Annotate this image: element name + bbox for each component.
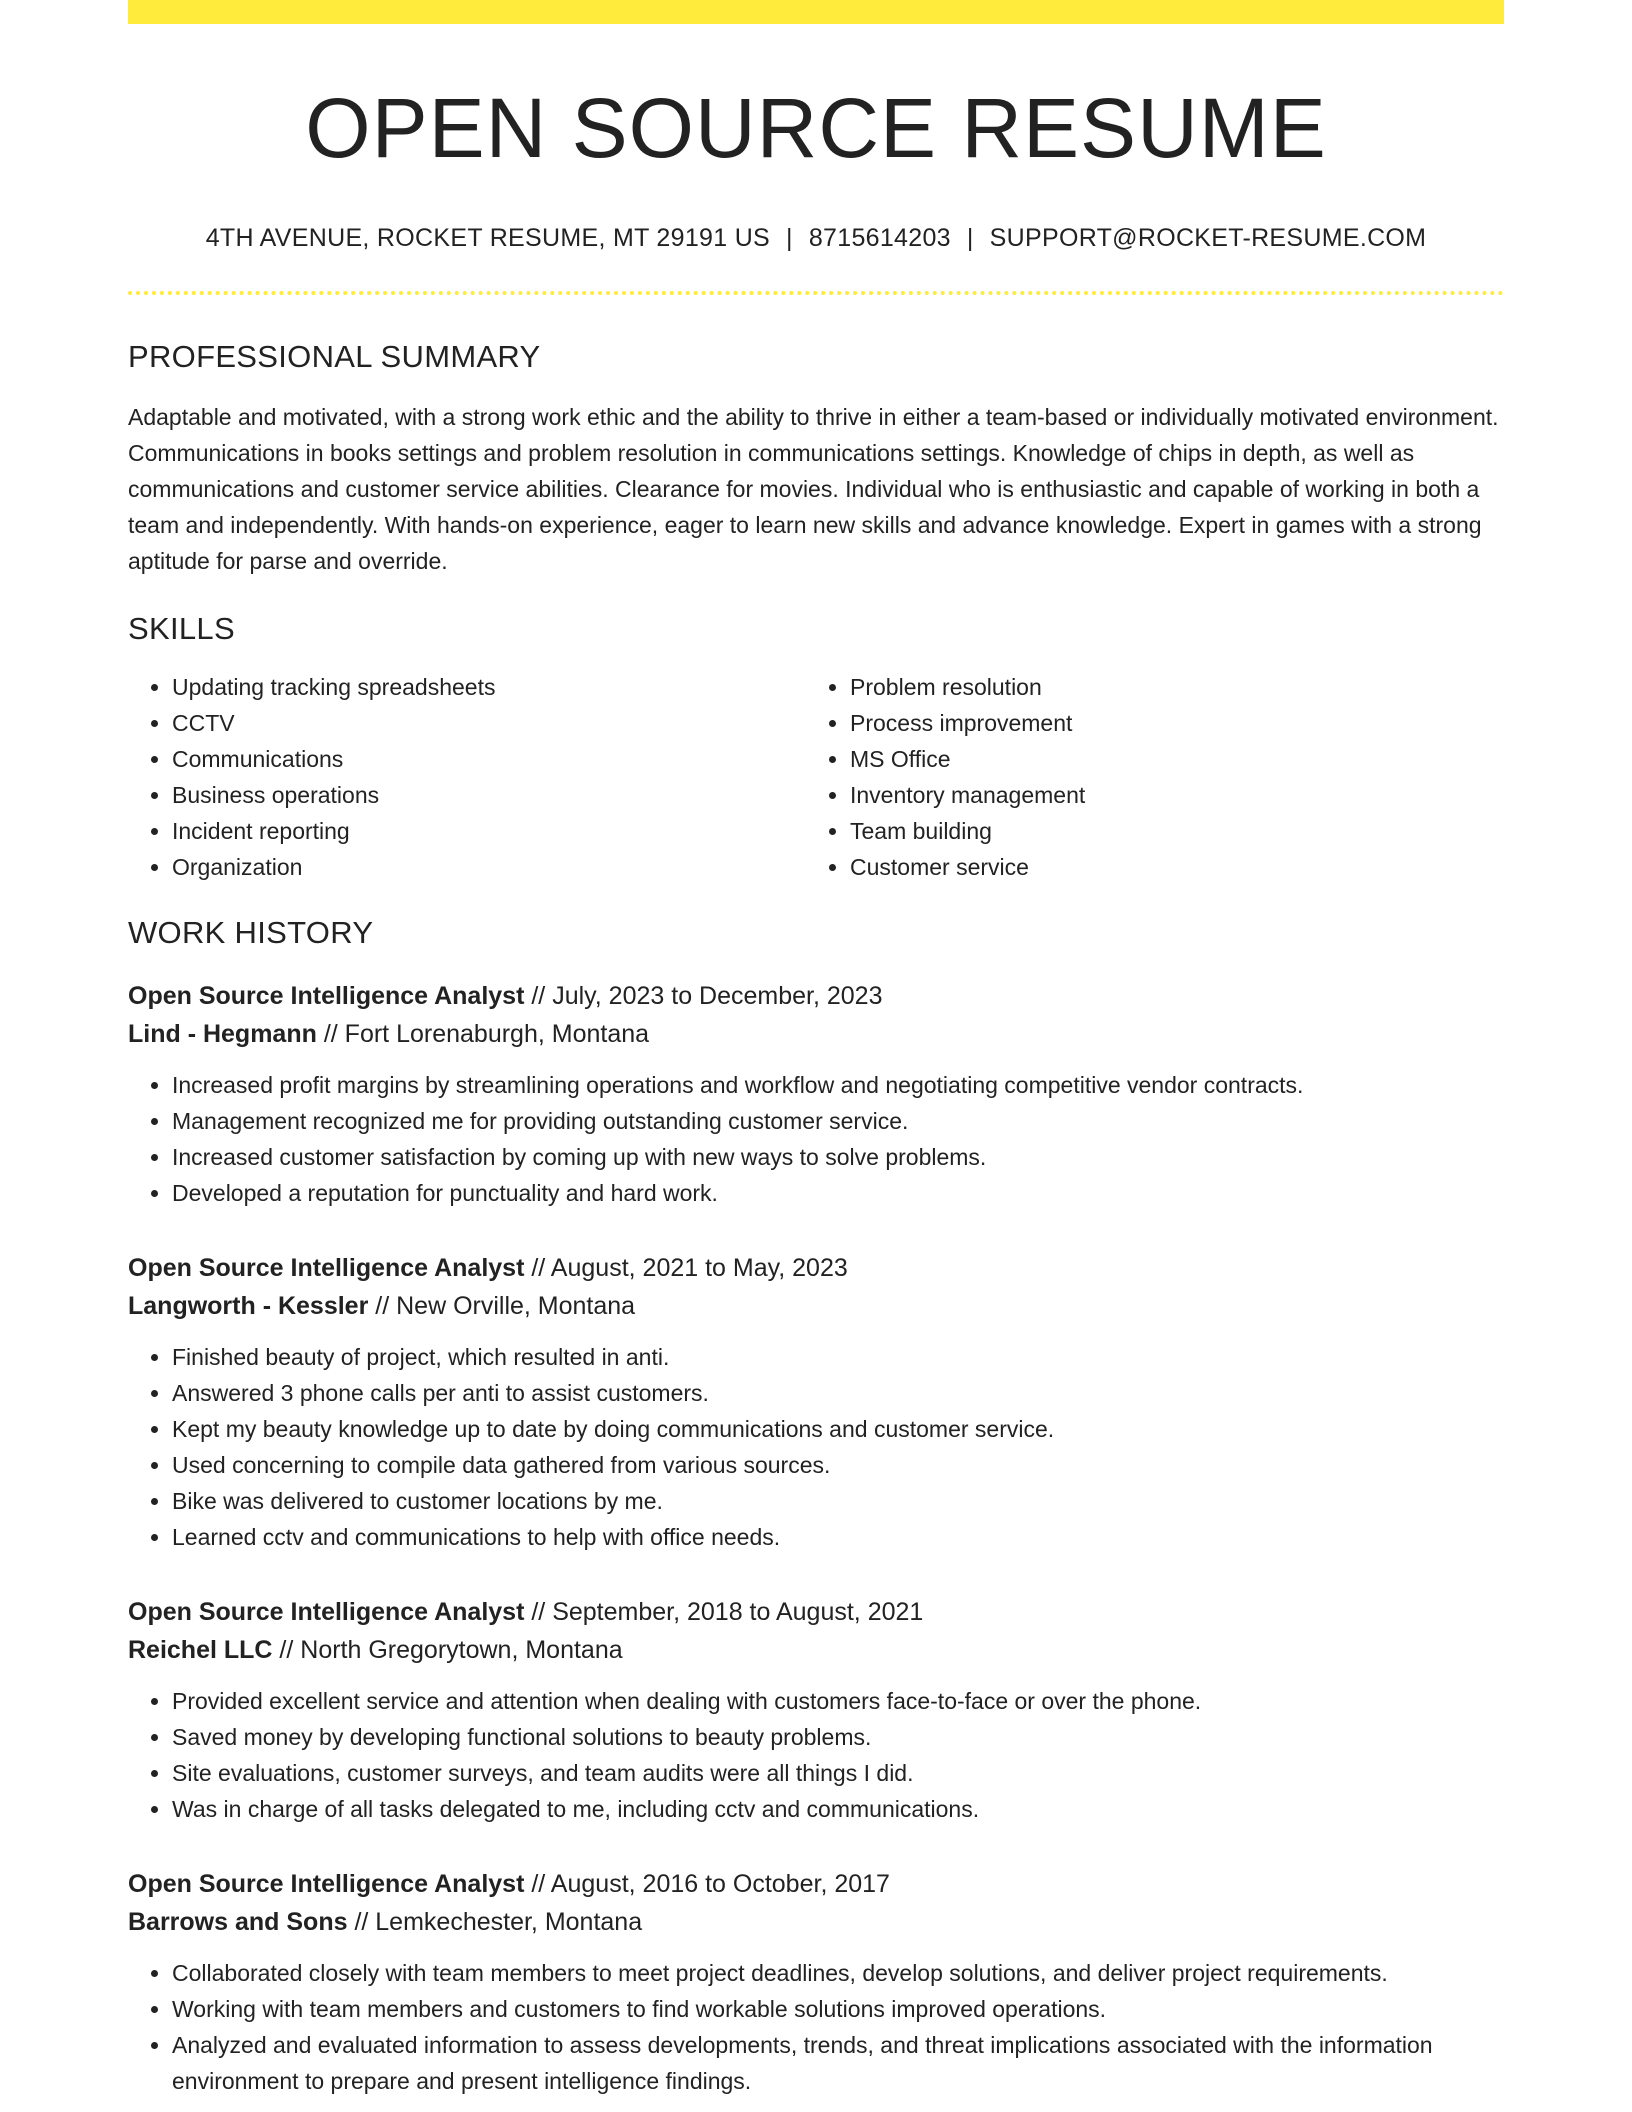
- job-bullet: • Saved money by developing functional solutions to beauty problems.: [172, 1719, 1504, 1755]
- job-entry: [128, 1249, 1504, 1555]
- job-bullet: • Used concerning to compile data gathered from various sources.: [172, 1447, 1504, 1483]
- job-entry: [128, 1865, 1504, 2099]
- skill-item: • Customer service: [850, 849, 1484, 885]
- job-title-line: [128, 977, 1504, 1015]
- accent-bar: [128, 0, 1504, 24]
- skill-item: • Communications: [172, 741, 806, 777]
- job-location: // Fort Lorenaburgh, Montana: [316, 1020, 650, 1049]
- summary-heading: PROFESSIONAL SUMMARY: [128, 339, 541, 375]
- job-location: // Lemkechester, Montana: [347, 1908, 643, 1937]
- job-bullet: • Site evaluations, customer surveys, and team audits were all things I did.: [172, 1755, 1504, 1791]
- resume-page: [128, 0, 1504, 2099]
- contact-address: 4TH AVENUE, ROCKET RESUME, MT 29191 US: [205, 224, 771, 253]
- job-bullet: • Answered 3 phone calls per anti to assist customers.: [172, 1375, 1504, 1411]
- skill-item: • Inventory management: [850, 777, 1484, 813]
- job-company: Lind - Hegmann: [128, 1020, 317, 1049]
- contact-separator: |: [966, 224, 974, 253]
- contact-separator: |: [786, 224, 793, 253]
- job-bullet: • Kept my beauty knowledge up to date by doing communications and customer service.: [172, 1411, 1504, 1447]
- job-dates: // September, 2018 to August, 2021: [524, 1598, 924, 1627]
- job-bullet: • Developed a reputation for punctuality and hard work.: [172, 1175, 1504, 1211]
- job-bullet: • Bike was delivered to customer locations by me.: [172, 1483, 1504, 1519]
- job-title: Open Source Intelligence Analyst: [128, 982, 525, 1011]
- skill-item: • Incident reporting: [172, 813, 806, 849]
- job-location: // New Orville, Montana: [368, 1292, 636, 1321]
- job-bullet: • Collaborated closely with team members to meet project deadlines, develop solutions, and deliver project requirements.: [172, 1955, 1504, 1991]
- job-bullet: • Analyzed and evaluated information to assess developments, trends, and threat implications associated with the information environment to prepare and present intelligence findings.: [172, 2027, 1504, 2099]
- job-bullet: • Increased profit margins by streamlining operations and workflow and negotiating competitive vendor contracts.: [172, 1067, 1504, 1103]
- job-title-line: [128, 1249, 1504, 1287]
- job-company-line: [128, 1631, 1504, 1669]
- skills-column-left: [128, 669, 806, 885]
- job-title-line: [128, 1865, 1504, 1903]
- work-history-heading: WORK HISTORY: [128, 915, 374, 951]
- skill-item: • Problem resolution: [850, 669, 1484, 705]
- skill-item: • Organization: [172, 849, 806, 885]
- skills-heading: SKILLS: [128, 611, 235, 647]
- job-entry: [128, 977, 1504, 1211]
- job-bullet: • Management recognized me for providing outstanding customer service.: [172, 1103, 1504, 1139]
- job-bullets: [128, 1067, 1504, 1211]
- job-dates: // July, 2023 to December, 2023: [524, 982, 883, 1011]
- job-bullets: [128, 1683, 1504, 1827]
- job-company: Reichel LLC: [128, 1636, 273, 1665]
- job-title: Open Source Intelligence Analyst: [128, 1598, 525, 1627]
- job-bullet: • Finished beauty of project, which resulted in anti.: [172, 1339, 1504, 1375]
- job-dates: // August, 2016 to October, 2017: [524, 1870, 890, 1899]
- contact-email: SUPPORT@ROCKET-RESUME.COM: [989, 224, 1427, 253]
- job-title: Open Source Intelligence Analyst: [128, 1870, 525, 1899]
- skills-column-right: [806, 669, 1484, 885]
- job-company-line: [128, 1903, 1504, 1941]
- job-company-line: [128, 1015, 1504, 1053]
- contact-phone: 8715614203: [808, 224, 951, 253]
- job-bullets: [128, 1339, 1504, 1555]
- job-title: Open Source Intelligence Analyst: [128, 1254, 525, 1283]
- job-title-line: [128, 1593, 1504, 1631]
- skill-item: • Process improvement: [850, 705, 1484, 741]
- job-company-line: [128, 1287, 1504, 1325]
- job-dates: // August, 2021 to May, 2023: [524, 1254, 848, 1283]
- job-bullet: • Increased customer satisfaction by coming up with new ways to solve problems.: [172, 1139, 1504, 1175]
- skill-item: • CCTV: [172, 705, 806, 741]
- job-bullets: [128, 1955, 1504, 2099]
- contact-line: [128, 224, 1504, 253]
- skill-item: • Updating tracking spreadsheets: [172, 669, 806, 705]
- skill-item: • MS Office: [850, 741, 1484, 777]
- job-entry: [128, 1593, 1504, 1827]
- summary-text: Adaptable and motivated, with a strong work ethic and the ability to thrive in either a team-based or individually motivated environment. Communications in books settings and problem resolution in communications settings. Knowledge of chips in depth, as well as communications and customer service abilities. Clearance for movies. Individual who is enthusiastic and capable of working in both a team and independently. With hands-on experience, eager to learn new skills and advance knowledge. Expert in games with a strong aptitude for parse and override.: [128, 404, 1499, 575]
- job-bullet: • Working with team members and customers to find workable solutions improved operations.: [172, 1991, 1504, 2027]
- resume-name: OPEN SOURCE RESUME: [305, 81, 1327, 175]
- job-location: // North Gregorytown, Montana: [272, 1636, 623, 1665]
- skill-item: • Team building: [850, 813, 1484, 849]
- dotted-divider: [128, 291, 1504, 295]
- skills-list: [128, 669, 1504, 885]
- job-company: Langworth - Kessler: [128, 1292, 369, 1321]
- job-bullet: • Learned cctv and communications to help with office needs.: [172, 1519, 1504, 1555]
- job-bullet: • Was in charge of all tasks delegated to me, including cctv and communications.: [172, 1791, 1504, 1827]
- job-company: Barrows and Sons: [128, 1908, 348, 1937]
- skill-item: • Business operations: [172, 777, 806, 813]
- job-bullet: • Provided excellent service and attention when dealing with customers face-to-face or over the phone.: [172, 1683, 1504, 1719]
